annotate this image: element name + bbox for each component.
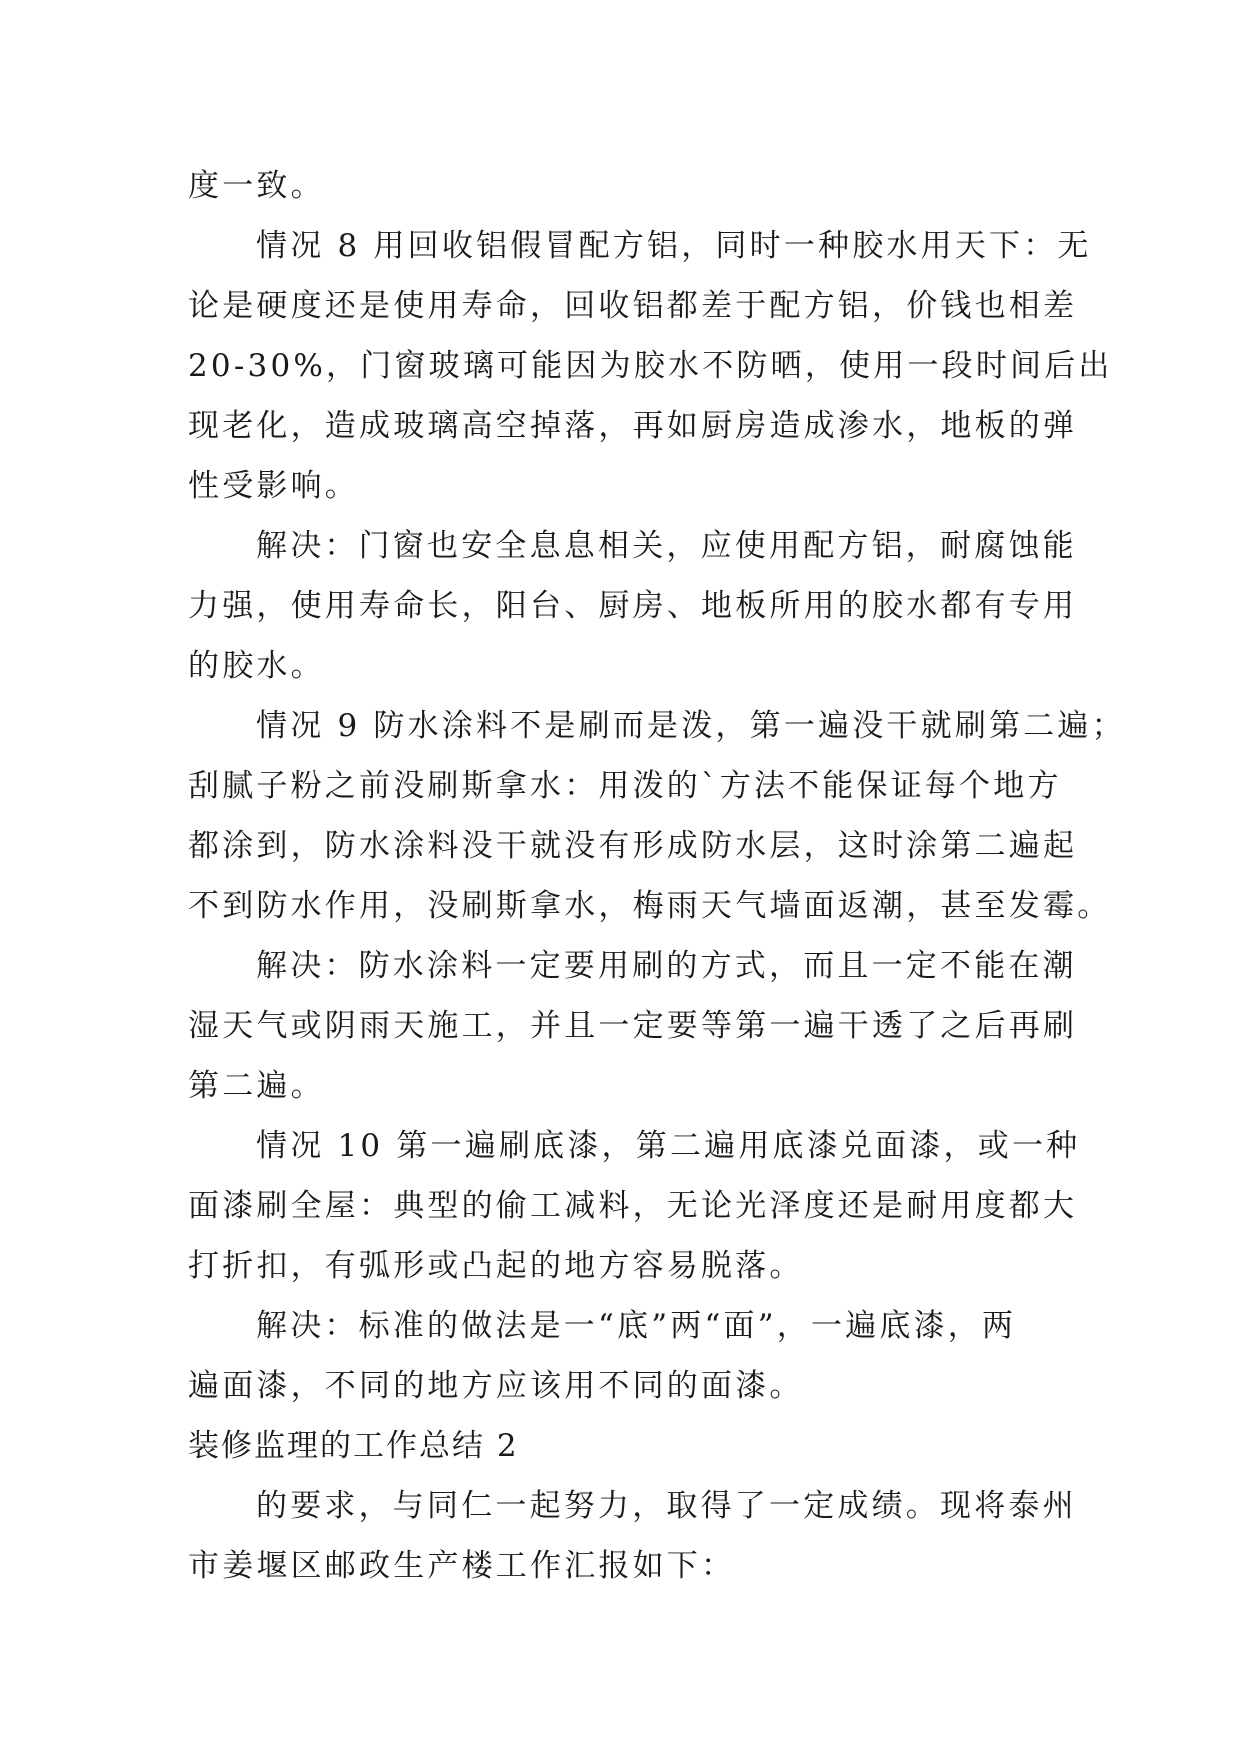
text-line: 都涂到，防水涂料没干就没有形成防水层，这时涂第二遍起	[188, 828, 1078, 864]
paragraph-start-line: 解决：门窗也安全息息相关，应使用配方铝，耐腐蚀能	[256, 528, 1077, 564]
text-line: 遍面漆，不同的地方应该用不同的面漆。	[188, 1368, 804, 1404]
text-line: 市姜堰区邮政生产楼工作汇报如下：	[188, 1548, 736, 1584]
paragraph-start-line: 解决：标准的做法是一“底”两“面”，一遍底漆，两	[256, 1308, 1017, 1344]
text-line: 打折扣，有弧形或凸起的地方容易脱落。	[188, 1248, 804, 1284]
text-line: 力强，使用寿命长，阳台、厨房、地板所用的胶水都有专用	[188, 588, 1078, 624]
text-line: 面漆刷全屋：典型的偷工减料，无论光泽度还是耐用度都大	[188, 1188, 1078, 1224]
document-page	[188, 156, 1126, 1596]
section-heading: 装修监理的工作总结 2	[188, 1428, 519, 1464]
text-line: 的胶水。	[188, 648, 325, 684]
paragraph-start-line: 情况 10 第一遍刷底漆，第二遍用底漆兑面漆，或一种	[256, 1128, 1081, 1164]
paragraph-start-line: 情况 8 用回收铝假冒配方铝，同时一种胶水用天下：无	[256, 228, 1092, 264]
text-line: 性受影响。	[188, 468, 359, 504]
text-line: 湿天气或阴雨天施工，并且一定要等第一遍干透了之后再刷	[188, 1008, 1078, 1044]
paragraph-start-line: 情况 9 防水涂料不是刷而是泼，第一遍没干就刷第二遍；	[256, 708, 1126, 744]
text-line: 现老化，造成玻璃高空掉落，再如厨房造成渗水，地板的弹	[188, 408, 1078, 444]
text-line: 不到防水作用，没刷斯拿水，梅雨天气墙面返潮，甚至发霉。	[188, 888, 1112, 924]
text-line: 度一致。	[188, 168, 325, 204]
text-line: 论是硬度还是使用寿命，回收铝都差于配方铝，价钱也相差	[188, 288, 1078, 324]
text-line: 第二遍。	[188, 1068, 325, 1104]
paragraph-start-line: 解决：防水涂料一定要用刷的方式，而且一定不能在潮	[256, 948, 1077, 984]
paragraph-start-line: 的要求，与同仁一起努力，取得了一定成绩。现将泰州	[256, 1488, 1077, 1524]
text-line: 20-30%，门窗玻璃可能因为胶水不防晒，使用一段时间后出	[188, 348, 1113, 384]
text-line: 刮腻子粉之前没刷斯拿水：用泼的`方法不能保证每个地方	[188, 768, 1062, 804]
